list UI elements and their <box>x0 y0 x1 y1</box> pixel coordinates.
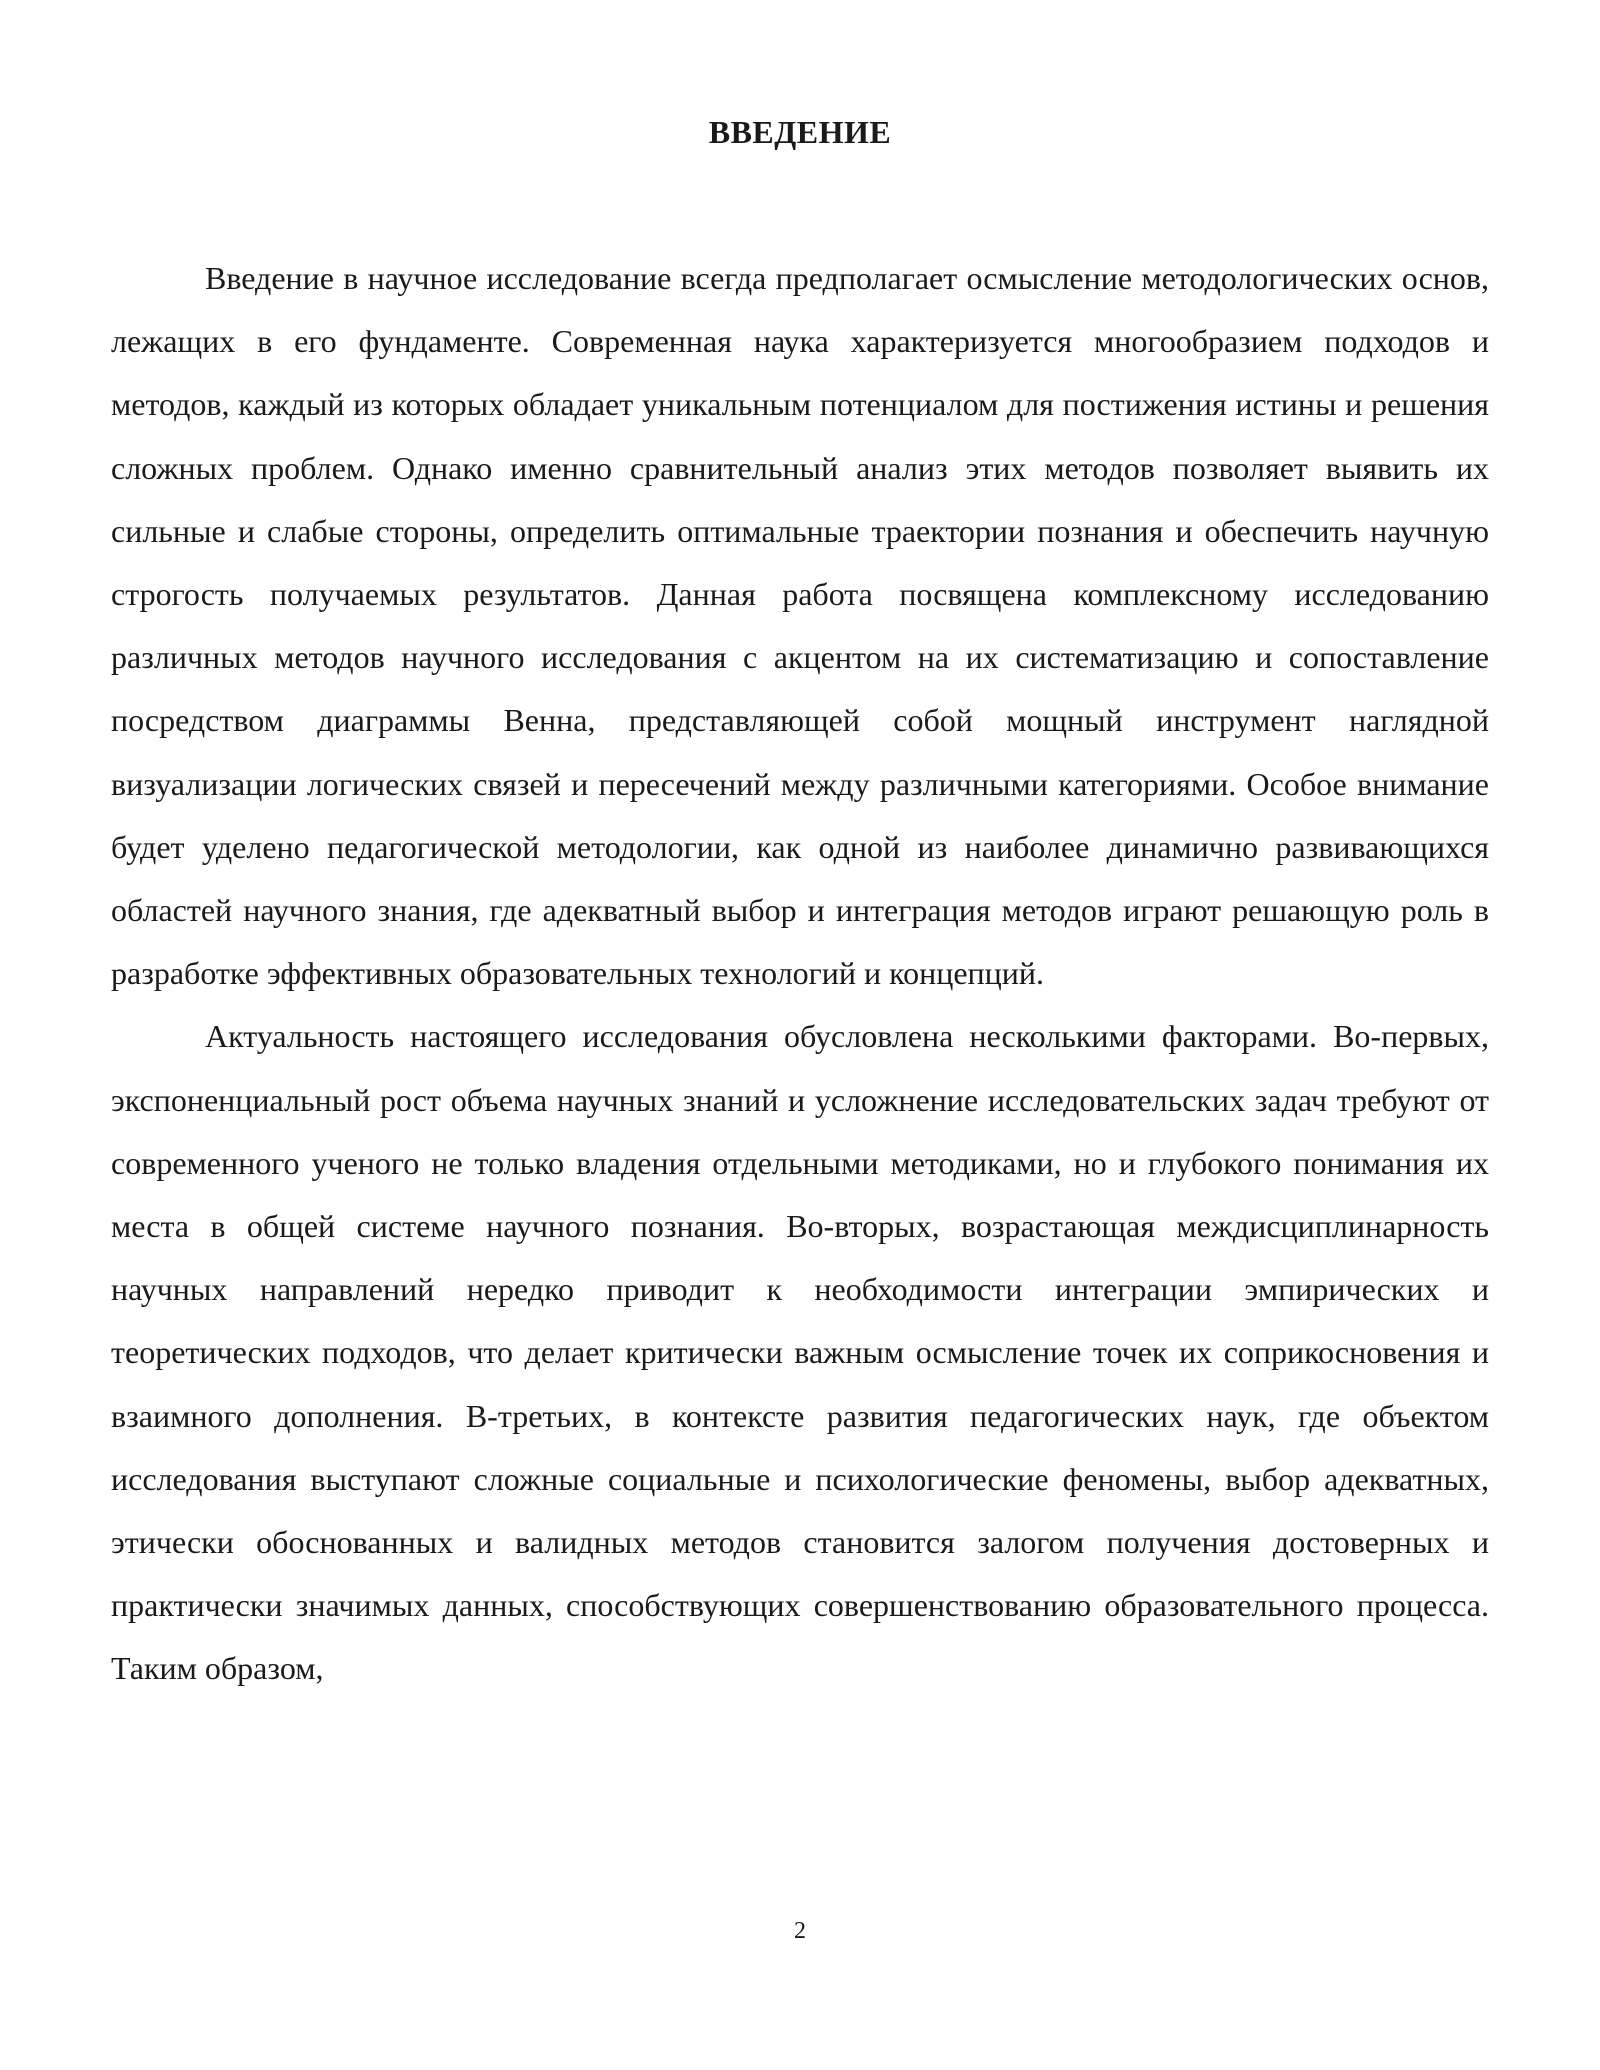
page-number: 2 <box>794 1918 806 1944</box>
paragraph-introduction: Введение в научное исследование всегда предполагает осмысление методологических основ, лежащих в его фундаменте. Современная наука характеризуется многообразием подходов и методов, каждый из которых обладает уникальным потенциалом для постижения истины и решения сложных проблем. Однако именно сравнительный анализ этих методов позволяет выявить их сильные и слабые стороны, определить оптимальные траектории познания и обеспечить научную строгость получаемых результатов. Данная работа посвящена комплексному исследованию различных методов научного исследования с акцентом на их систематизацию и сопоставление посредством диаграммы Венна, представляющей собой мощный инструмент наглядной визуализации логических связей и пересечений между различными категориями. Особое внимание будет уделено педагогической методологии, как одной из наиболее динамично развивающихся областей научного знания, где адекватный выбор и интеграция методов играют решающую роль в разработке эффективных образовательных технологий и концепций. <box>111 260 1489 992</box>
paragraph-relevance: Актуальность настоящего исследования обусловлена несколькими факторами. Во-первых, экспоненциальный рост объема научных знаний и усложнение исследовательских задач требуют от современного ученого не только владения отдельными методиками, но и глубокого понимания их места в общей системе научного познания. Во-вторых, возрастающая междисциплинарность научных направлений нередко приводит к необходимости интеграции эмпирических и теоретических подходов, что делает критически важным осмысление точек их соприкосновения и взаимного дополнения. В-третьих, в контексте развития педагогических наук, где объектом исследования выступают сложные социальные и психологические феномены, выбор адекватных, этически обоснованных и валидных методов становится залогом получения достоверных и практически значимых данных, способствующих совершенствованию образовательного процесса. Таким образом, <box>111 1018 1489 1687</box>
page-heading: ВВЕДЕНИЕ <box>708 114 892 150</box>
body-text <box>111 247 1489 1701</box>
